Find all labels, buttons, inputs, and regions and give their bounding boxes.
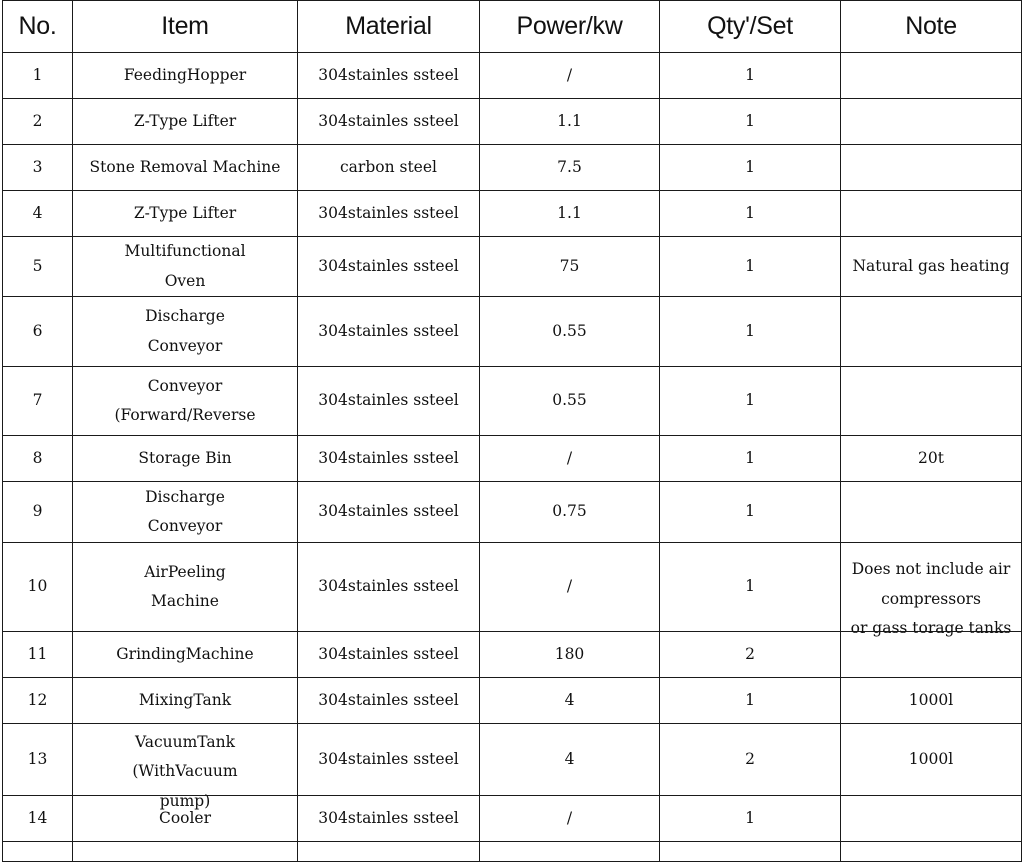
cell-material: 304stainles ssteel [298, 367, 480, 436]
cell-item-lines [79, 728, 291, 810]
cell-item-lines [79, 302, 291, 361]
cell-no: 11 [3, 632, 73, 678]
cell-power: 0.55 [480, 367, 660, 436]
cell-material: 304stainles ssteel [298, 436, 480, 482]
cell-item-lines [79, 199, 291, 229]
cell-material: 304stainles ssteel [298, 482, 480, 543]
cell-note [841, 145, 1022, 191]
cell-qty: 1 [660, 367, 841, 436]
cell-qty: 1 [660, 297, 841, 367]
cell-power: 75 [480, 237, 660, 297]
cell-item [73, 191, 298, 237]
cell-power: 1.1 [480, 191, 660, 237]
cell-note-line: or gass torage tanks [850, 619, 1012, 637]
cell-material [298, 842, 480, 862]
cell-note [841, 99, 1022, 145]
table-row [3, 678, 1022, 724]
cell-item-lines [79, 153, 291, 183]
cell-note [841, 297, 1022, 367]
cell-item [73, 842, 298, 862]
cell-item-lines [79, 686, 291, 716]
table-row [3, 191, 1022, 237]
cell-power [480, 842, 660, 862]
cell-no: 5 [3, 237, 73, 297]
cell-item-lines [79, 804, 291, 834]
cell-power: 7.5 [480, 145, 660, 191]
cell-note-lines [847, 444, 1015, 474]
cell-item-line: Stone Removal Machine [89, 157, 281, 176]
cell-power: / [480, 543, 660, 632]
cell-material: 304stainles ssteel [298, 99, 480, 145]
cell-no [3, 842, 73, 862]
header-no: No. [3, 1, 73, 53]
cell-item-line: (WithVacuum [132, 762, 238, 780]
cell-item [73, 632, 298, 678]
cell-item-line: AirPeeling [144, 562, 226, 581]
cell-material: 304stainles ssteel [298, 237, 480, 297]
cell-no: 12 [3, 678, 73, 724]
cell-note-line: 1000l [908, 749, 954, 768]
cell-no: 13 [3, 724, 73, 796]
cell-item [73, 237, 298, 297]
cell-item-line: Z-Type Lifter [133, 111, 237, 130]
cell-qty [660, 842, 841, 862]
table-row [3, 367, 1022, 436]
cell-note [841, 543, 1022, 637]
cell-item [73, 53, 298, 99]
cell-item-line: pump) [159, 791, 211, 810]
cell-note-line: Natural gas heating [852, 256, 1010, 275]
cell-power: / [480, 796, 660, 842]
cell-qty: 1 [660, 237, 841, 297]
cell-qty: 1 [660, 482, 841, 543]
cell-note [841, 482, 1022, 543]
cell-item-line: Cooler [158, 808, 212, 827]
cell-item-line: Conveyor [147, 336, 223, 355]
cell-qty: 1 [660, 543, 841, 632]
cell-no: 8 [3, 436, 73, 482]
table-row [3, 796, 1022, 842]
cell-qty: 1 [660, 145, 841, 191]
cell-qty: 2 [660, 632, 841, 678]
cell-power: / [480, 436, 660, 482]
cell-item-line: FeedingHopper [123, 65, 247, 84]
cell-item-lines [79, 61, 291, 91]
cell-note-line: compressors [881, 589, 981, 608]
table-row [3, 99, 1022, 145]
cell-item [73, 297, 298, 367]
cell-note [841, 237, 1022, 297]
equipment-table [2, 0, 1022, 862]
cell-item-lines [79, 640, 291, 670]
cell-qty: 1 [660, 99, 841, 145]
cell-qty: 1 [660, 53, 841, 99]
cell-power: 0.75 [480, 482, 660, 543]
cell-item-line: MixingTank [138, 690, 232, 709]
header-qty: Qty'/Set [660, 1, 841, 53]
cell-material: 304stainles ssteel [298, 543, 480, 632]
cell-item-line: Discharge [145, 487, 225, 506]
cell-material: carbon steel [298, 145, 480, 191]
cell-item-line: Oven [164, 271, 206, 290]
cell-item [73, 543, 298, 632]
cell-no: 7 [3, 367, 73, 436]
cell-power: 1.1 [480, 99, 660, 145]
cell-power: 0.55 [480, 297, 660, 367]
cell-no: 1 [3, 53, 73, 99]
cell-item-lines [79, 444, 291, 474]
cell-item-line: Machine [151, 592, 219, 610]
cell-power: / [480, 53, 660, 99]
cell-material: 304stainles ssteel [298, 632, 480, 678]
cell-material: 304stainles ssteel [298, 678, 480, 724]
cell-note-line: Does not include air [851, 560, 1011, 578]
table-body [3, 53, 1022, 862]
table-row [3, 543, 1022, 632]
table-row [3, 145, 1022, 191]
table-header [3, 1, 1022, 53]
cell-item-line: VacuumTank [134, 732, 236, 751]
cell-power: 180 [480, 632, 660, 678]
cell-item [73, 724, 298, 810]
cell-material: 304stainles ssteel [298, 53, 480, 99]
cell-no: 3 [3, 145, 73, 191]
cell-item [73, 99, 298, 145]
cell-power: 4 [480, 724, 660, 796]
cell-no: 4 [3, 191, 73, 237]
table-row [3, 724, 1022, 796]
cell-item-lines [79, 372, 291, 431]
header-power: Power/kw [480, 1, 660, 53]
cell-note [841, 191, 1022, 237]
cell-qty: 2 [660, 724, 841, 796]
cell-note-line: 1000l [908, 690, 954, 709]
cell-note-lines [847, 252, 1015, 282]
cell-power: 4 [480, 678, 660, 724]
cell-note-lines [847, 555, 1015, 637]
cell-item [73, 367, 298, 436]
cell-note [841, 724, 1022, 796]
table-row [3, 436, 1022, 482]
cell-qty: 1 [660, 191, 841, 237]
cell-note [841, 367, 1022, 436]
header-material: Material [298, 1, 480, 53]
cell-no: 14 [3, 796, 73, 842]
table-row [3, 297, 1022, 367]
cell-note [841, 796, 1022, 842]
header-note: Note [841, 1, 1022, 53]
cell-no: 6 [3, 297, 73, 367]
cell-item [73, 678, 298, 724]
cell-item [73, 436, 298, 482]
cell-item-line: (Forward/Reverse [114, 406, 256, 424]
cell-qty: 1 [660, 796, 841, 842]
cell-item-line: Discharge [145, 307, 225, 325]
cell-note-lines [847, 745, 1015, 775]
cell-item-line: GrindingMachine [116, 644, 254, 663]
table-row [3, 482, 1022, 543]
table-row [3, 237, 1022, 297]
cell-note-lines [847, 686, 1015, 716]
cell-item-lines [79, 107, 291, 137]
header-item: Item [73, 1, 298, 53]
cell-note [841, 53, 1022, 99]
cell-item [73, 145, 298, 191]
cell-qty: 1 [660, 436, 841, 482]
cell-no: 9 [3, 482, 73, 543]
cell-material: 304stainles ssteel [298, 724, 480, 796]
cell-note [841, 436, 1022, 482]
cell-item-line: Conveyor [147, 376, 223, 395]
cell-note [841, 842, 1022, 862]
cell-no: 2 [3, 99, 73, 145]
table-row [3, 53, 1022, 99]
header-row [3, 1, 1022, 53]
cell-item-lines [79, 237, 291, 296]
cell-item-line: Z-Type Lifter [133, 203, 237, 222]
cell-no: 10 [3, 543, 73, 632]
cell-item-line: Storage Bin [138, 448, 232, 467]
cell-material: 304stainles ssteel [298, 796, 480, 842]
cell-qty: 1 [660, 678, 841, 724]
cell-item-line: Multifunctional [124, 242, 246, 260]
cell-item [73, 482, 298, 543]
cell-material: 304stainles ssteel [298, 191, 480, 237]
cell-note-line: 20t [918, 448, 944, 467]
cell-note [841, 678, 1022, 724]
table-row [3, 842, 1022, 862]
cell-item-lines [79, 483, 291, 542]
cell-item-line: Conveyor [147, 517, 223, 535]
cell-material: 304stainles ssteel [298, 297, 480, 367]
cell-item-lines [79, 558, 291, 617]
